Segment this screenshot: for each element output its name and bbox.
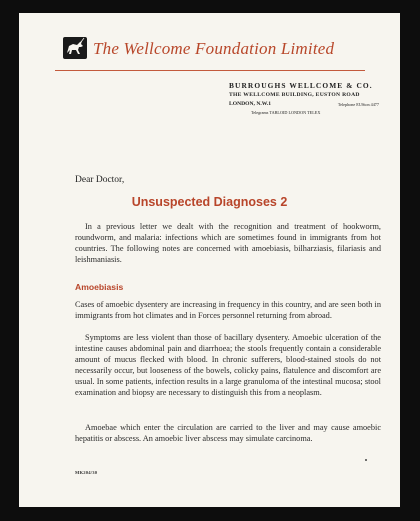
unicorn-logo-icon	[63, 37, 87, 59]
city: LONDON, N.W.1	[229, 101, 272, 107]
section-paragraph-3: Amoebae which enter the circulation are carried to the liver and may cause amoebic hepatitis or abscess. An amoebic liver abscess may simulate carcinoma.	[75, 423, 381, 443]
telegrams: Telegrams TABLOID LONDON TELEX	[251, 110, 321, 115]
letterhead-divider	[55, 70, 365, 71]
intro-paragraph: In a previous letter we dealt with the recognition and treatment of hookworm, roundworm, and malaria: infections which are sometimes found in immigrants from hot countries. The following notes are concerned with amoebiasis, bilharziasis, filariasis and leishmaniasis.	[75, 222, 381, 264]
firm-name: BURROUGHS WELLCOME & CO.	[229, 81, 373, 90]
section-heading: Amoebiasis	[75, 282, 124, 292]
section-paragraph-2: Symptoms are less violent than those of bacillary dysentery. Amoebic ulceration of the intestine causes abdominal pain and diarrhoea; the stools frequently contain a considerable amount of mucus flecked with blood. In chronic sufferers, blood-stained stools do not necessarily occur, but looseness of the bowels, colicky pains, flatulence and discomfort are usual. In some patients, infection results in a large granuloma of the intestinal mucosa; stool examination and biopsy are necessary to distinguish this from a neoplasm.	[75, 333, 381, 397]
page-mark	[365, 459, 367, 461]
letter-title: Unsuspected Diagnoses 2	[131, 195, 288, 209]
salutation: Dear Doctor,	[75, 175, 125, 185]
company-name: The Wellcome Foundation Limited	[93, 39, 335, 58]
address-block	[229, 81, 379, 115]
section-paragraph-1: Cases of amoebic dysentery are increasing in frequency in this country, and are seen both in immigrants from hot climates and in Forces personnel returning from abroad.	[75, 300, 381, 320]
telephone: Telephone EUSton 4477	[337, 102, 379, 107]
address-line: THE WELLCOME BUILDING, EUSTON ROAD	[229, 92, 360, 98]
city-row	[229, 101, 379, 107]
footer-code: MK204/30	[75, 470, 98, 475]
letter-page	[19, 13, 400, 507]
